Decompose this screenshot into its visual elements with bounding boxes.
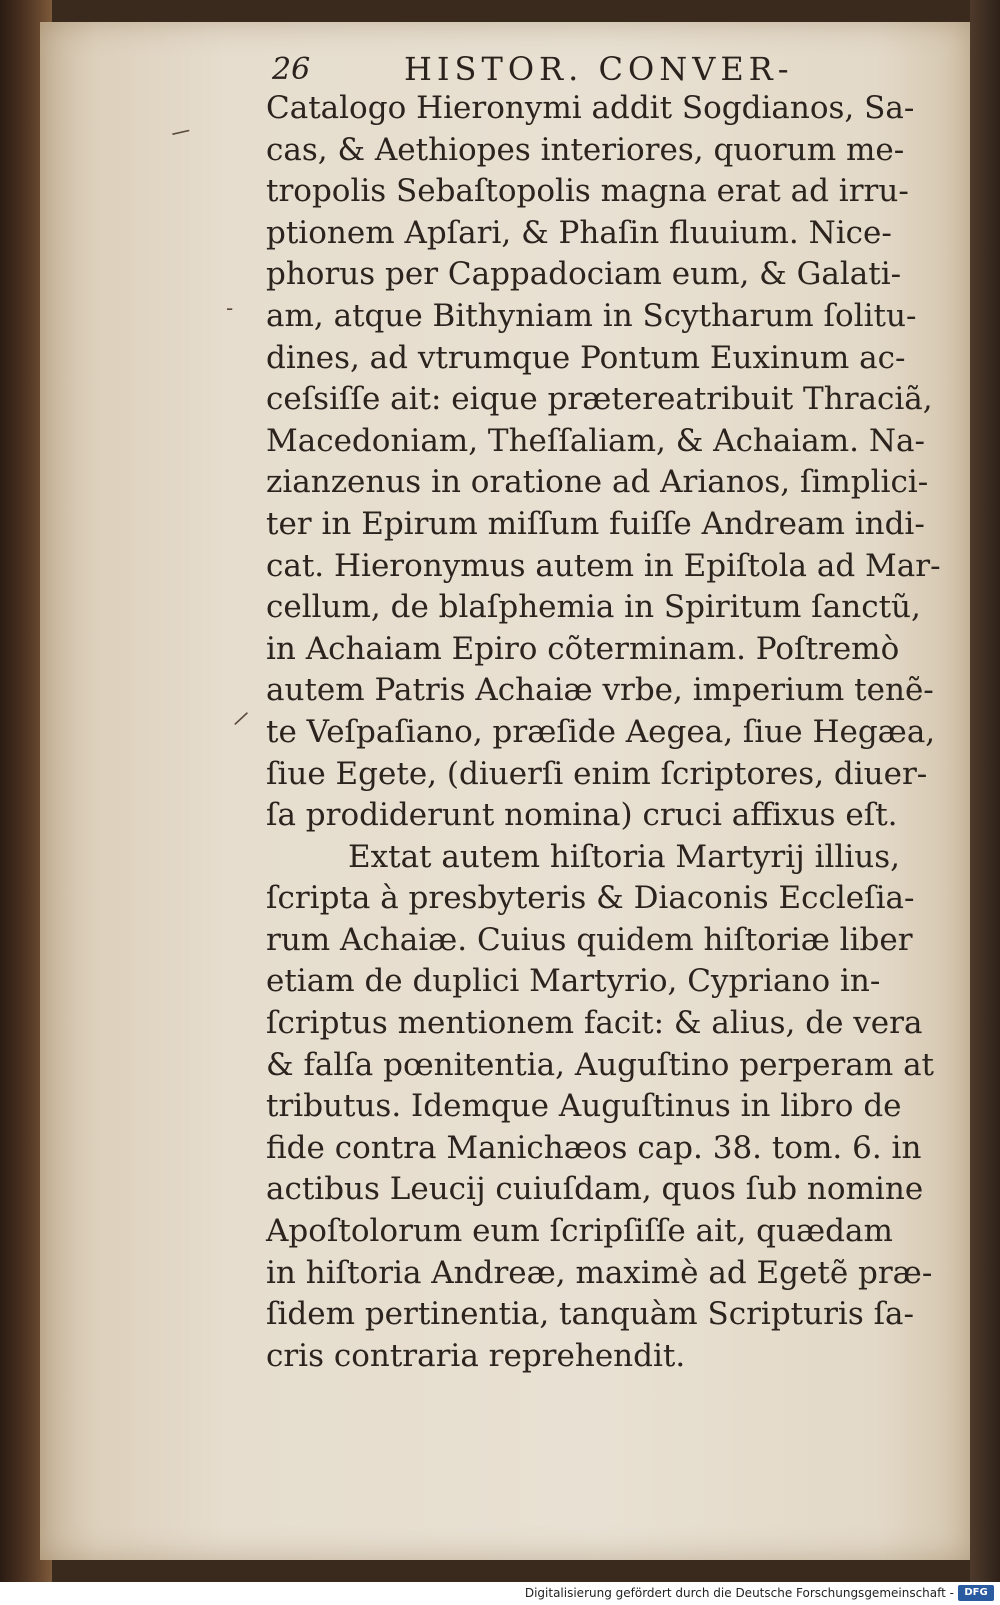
text-line: phorus per Cappadociam eum, & Galati- — [266, 256, 902, 293]
text-line: te Veſpaſiano, præſide Aegea, ſiue Hegæa, — [266, 713, 936, 750]
margin-mark: - — [226, 296, 234, 320]
margin-mark: / — [169, 123, 194, 141]
text-line: tributus. Idemque Auguſtinus in libro de — [266, 1088, 902, 1125]
page-number: 26 — [272, 52, 311, 87]
body-text — [266, 88, 956, 1377]
text-line: cat. Hieronymus autem in Epiſtola ad Mar- — [266, 547, 941, 584]
text-line: ter in Epirum miſſum fuiſſe Andream indi- — [266, 505, 925, 542]
book-fore-edge — [970, 0, 1000, 1582]
text-line: Macedoniam, Theſſaliam, & Achaiam. Na- — [266, 422, 925, 459]
funding-credit: Digitalisierung gefördert durch die Deutsche Forschungsgemeinschaft - — [524, 1586, 954, 1600]
text-line: cris contraria reprehendit. — [266, 1337, 686, 1374]
digitization-footer — [0, 1582, 1000, 1605]
text-line: zianzenus in oratione ad Arianos, ſimplici- — [266, 464, 929, 501]
text-line: ceſsiſſe ait: eique prætereatribuit Thraciã, — [266, 381, 933, 418]
text-line: in Achaiam Epiro cõterminam. Poſtremò — [266, 630, 900, 667]
text-line: cas, & Aethiopes interiores, quorum me- — [266, 131, 905, 168]
text-line: actibus Leucij cuiuſdam, quos ſub nomine — [266, 1171, 924, 1208]
text-line: in hiſtoria Andreæ, maximè ad Egetẽ præ- — [266, 1254, 933, 1291]
margin-mark: / — [232, 705, 251, 731]
paragraph-start-line: Extat autem hiſtoria Martyrij illius, — [348, 838, 901, 875]
text-line: ſidem pertinentia, tanquàm Scripturis ſa- — [266, 1296, 915, 1333]
dfg-logo: DFG — [958, 1585, 994, 1601]
text-line: ſiue Egete, (diuerſi enim ſcriptores, diuer- — [266, 755, 928, 792]
text-line: ſcriptus mentionem facit: & alius, de vera — [266, 1005, 923, 1042]
text-line: etiam de duplici Martyrio, Cypriano in- — [266, 963, 881, 1000]
text-line: Apoſtolorum eum ſcripſiſſe ait, quædam — [266, 1213, 893, 1250]
text-line: dines, ad vtrumque Pontum Euxinum ac- — [266, 339, 906, 376]
text-line: cellum, de blaſphemia in Spiritum ſanctũ, — [266, 589, 921, 626]
text-line: rum Achaiæ. Cuius quidem hiſtoriæ liber — [266, 921, 913, 958]
text-line: autem Patris Achaiæ vrbe, imperium tenẽ- — [266, 672, 934, 709]
text-line: fide contra Manichæos cap. 38. tom. 6. in — [266, 1129, 922, 1166]
text-line: tropolis Sebaſtopolis magna erat ad irru- — [266, 173, 909, 210]
text-line: & falſa pœnitentia, Auguſtino perperam at — [266, 1046, 935, 1083]
text-line: ſa prodiderunt nomina) cruci affixus eſt. — [266, 797, 898, 834]
text-line: Catalogo Hieronymi addit Sogdianos, Sa- — [266, 90, 915, 126]
text-line: ptionem Apſari, & Phaſin fluuium. Nice- — [266, 214, 892, 251]
text-line: am, atque Bithyniam in Scytharum ſolitu- — [266, 297, 917, 334]
text-line: ſcripta à presbyteris & Diaconis Eccleſia- — [266, 880, 915, 917]
running-title: HISTOR. CONVER- — [404, 50, 794, 88]
